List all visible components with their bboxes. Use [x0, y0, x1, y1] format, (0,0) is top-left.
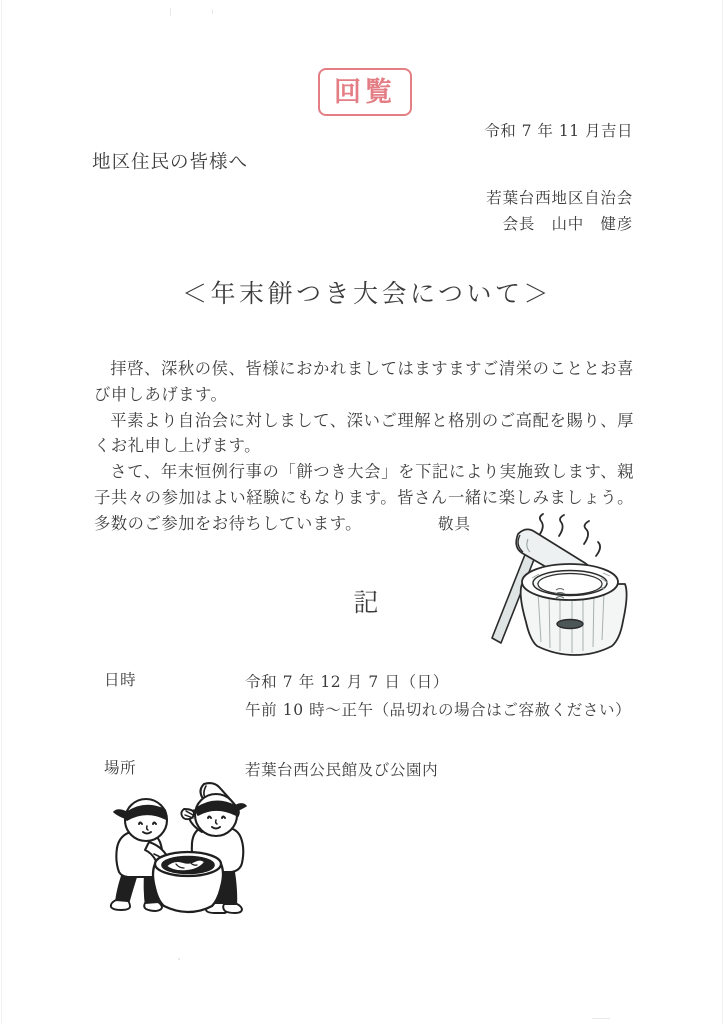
circulation-stamp: 回覧 — [318, 68, 412, 116]
detail-values-datetime — [245, 668, 631, 724]
sender-organization: 若葉台西地区自治会 — [486, 189, 633, 207]
sender-person: 会長 山中 健彦 — [502, 215, 633, 233]
children-pounding-mochi-illustration — [98, 782, 294, 916]
detail-values-location — [245, 756, 438, 784]
scan-edge-left — [1, 0, 2, 1024]
event-location: 若葉台西公民館及び公園内 — [245, 761, 439, 779]
addressee-line: 地区住民の皆様へ — [92, 152, 249, 173]
body-paragraph-3: さて、年末恒例行事の「餅つき大会」を下記により実施致します、親子共々の参加はよい経験にもなります。皆さん一緒に楽しみましょう。多数のご参加をお待ちしています。 — [94, 462, 634, 533]
scan-speck — [212, 9, 213, 14]
detail-row-location — [104, 756, 624, 784]
detail-row-datetime — [104, 668, 632, 724]
body-paragraph-2: 平素より自治会に対しまして、深いご理解と格別のご高配を賜り、厚くお礼申し上げます。 — [94, 410, 634, 456]
scan-edge-right — [722, 0, 723, 1024]
event-time: 午前 10 時〜正午（品切れの場合はご容赦ください） — [245, 701, 632, 719]
scan-speck — [170, 8, 171, 16]
scan-speck — [592, 1018, 610, 1019]
closing-salutation: 敬具 — [438, 515, 472, 533]
detail-label-datetime: 日時 — [104, 671, 137, 689]
scan-speck — [178, 958, 180, 960]
page-title: ＜年末餅つき大会について＞ — [181, 279, 552, 308]
body-text — [94, 356, 634, 537]
body-paragraph-1: 拝啓、深秋の侯、皆様におかれましてはますますご清栄のこととお喜び申しあげます。 — [94, 359, 634, 404]
ki-mark: 記 — [353, 588, 381, 617]
detail-label-location: 場所 — [104, 759, 137, 777]
sender-block — [0, 185, 633, 237]
document-date: 令和 7 年 11 月吉日 — [484, 122, 633, 140]
event-date: 令和 7 年 12 月 7 日（日） — [245, 673, 449, 691]
